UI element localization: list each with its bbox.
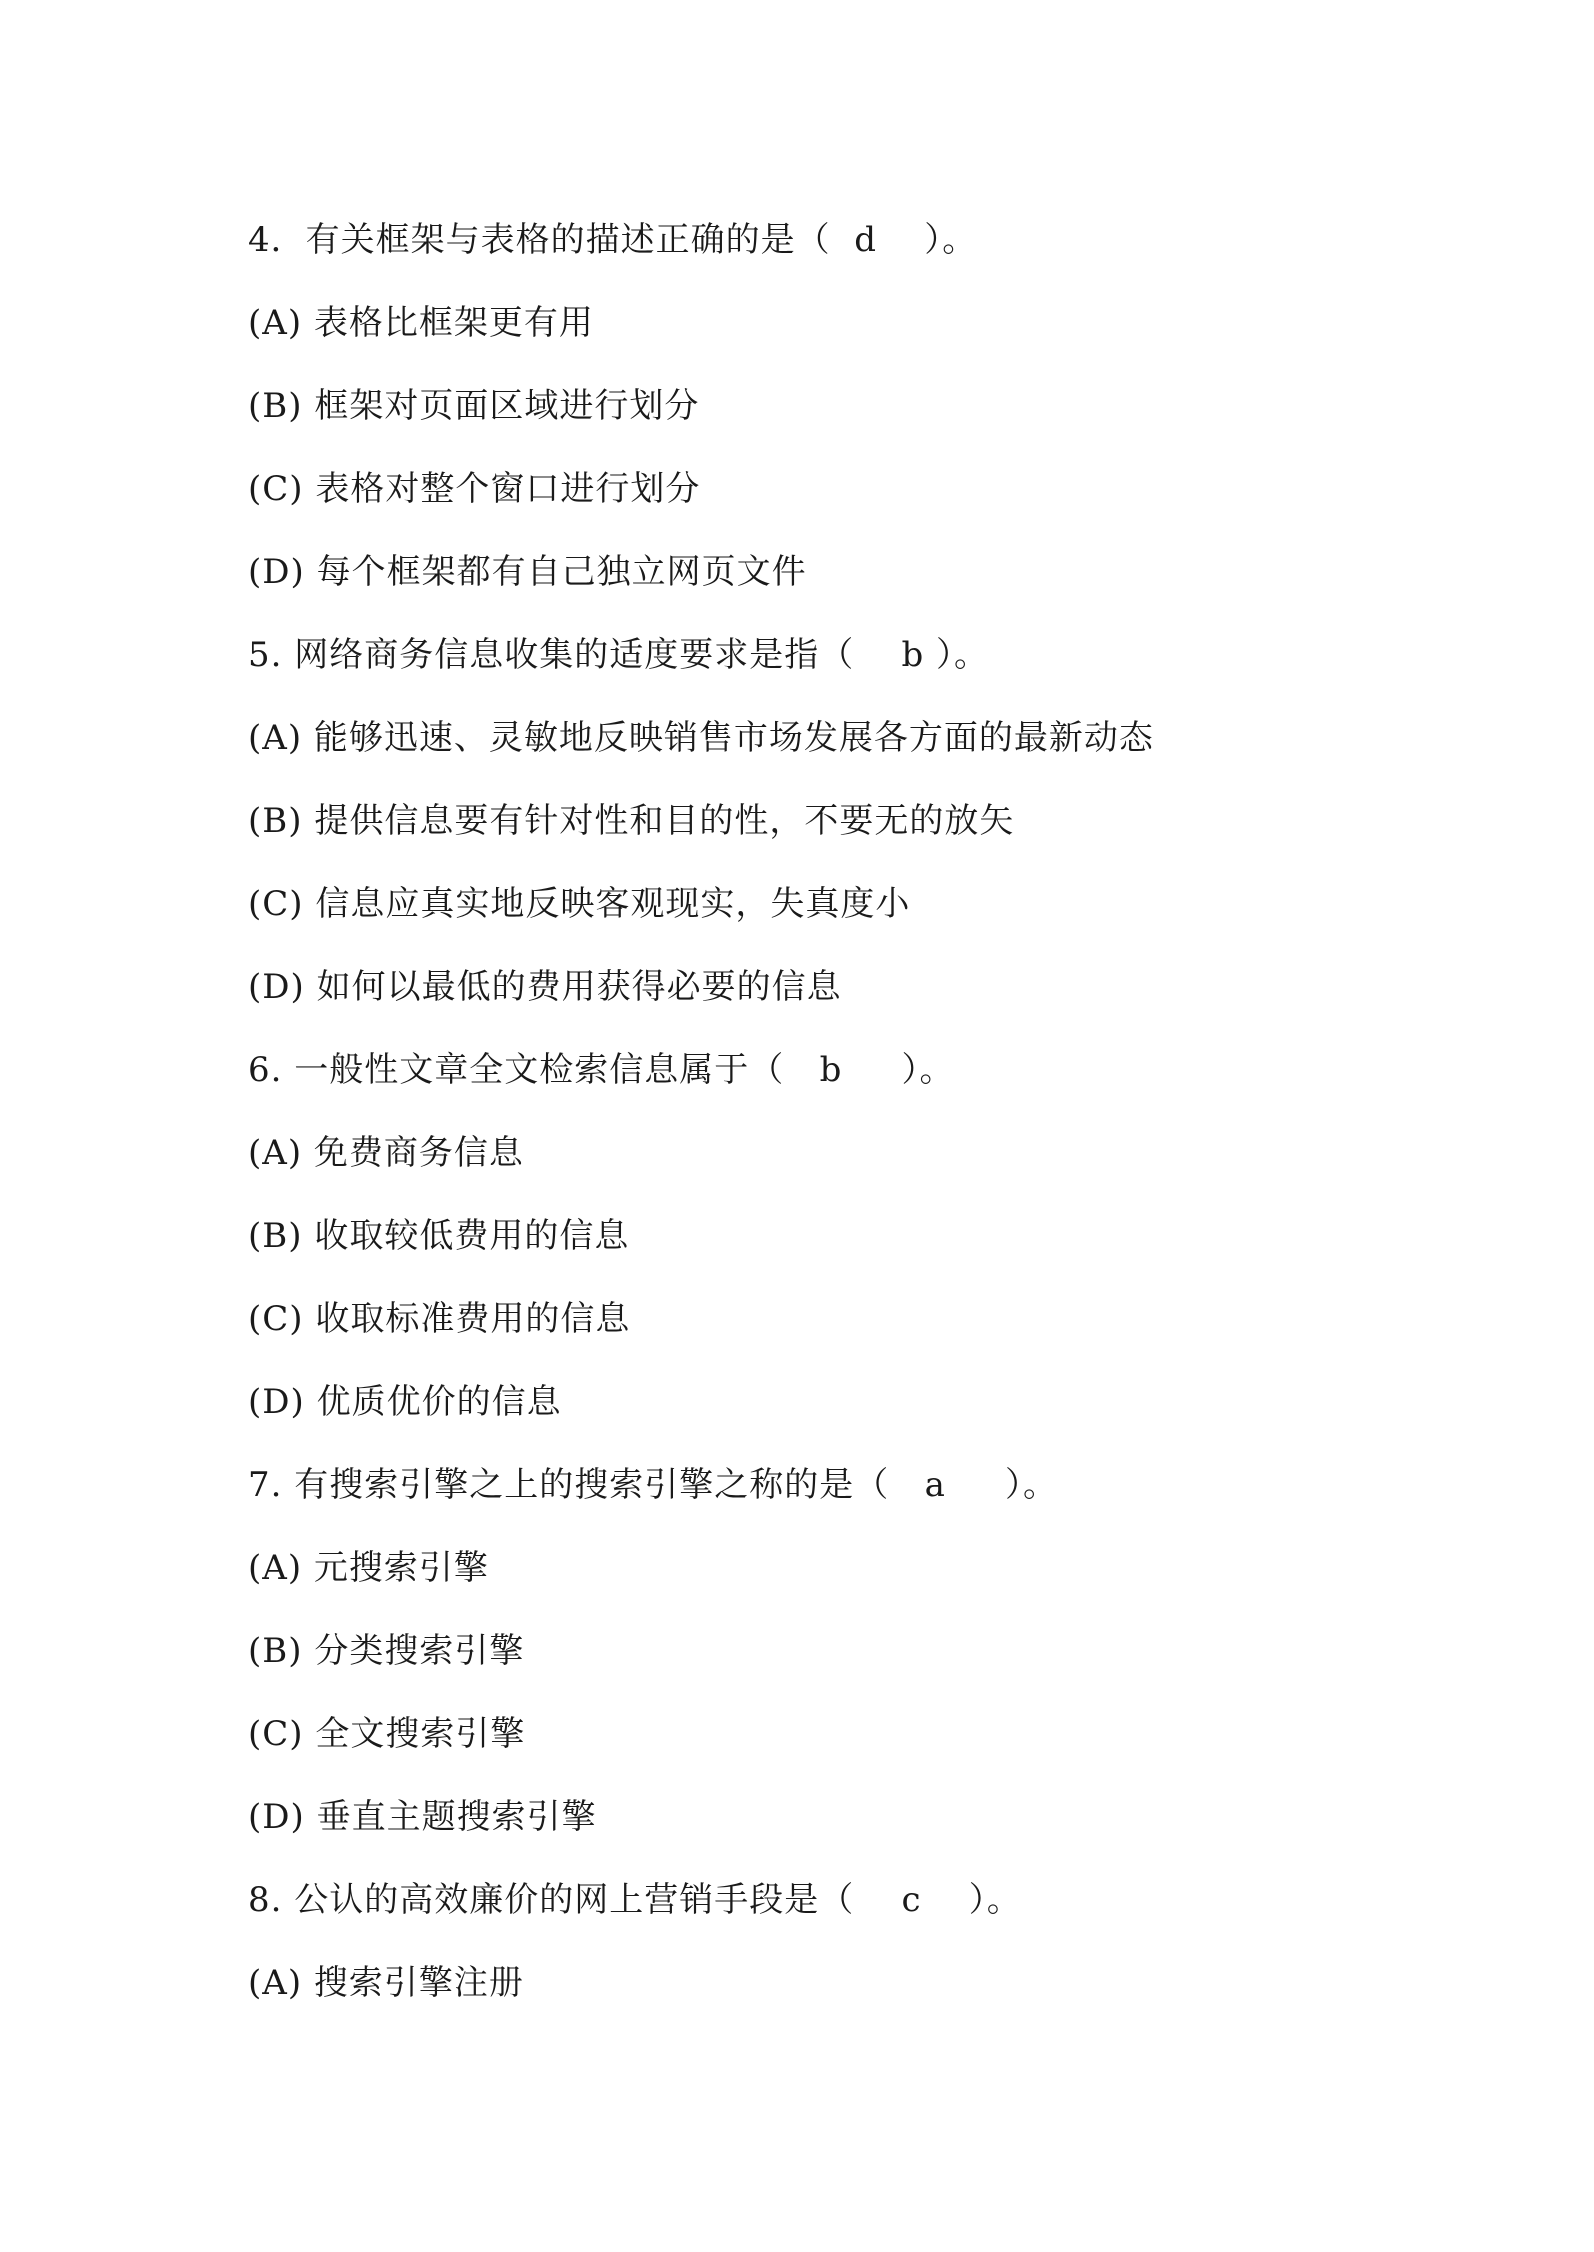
question-5-stem: 5. 网络商务信息收集的适度要求是指（ b ）。 (248, 635, 990, 675)
question-4-stem: 4．有关框架与表格的描述正确的是（ d ）。 (248, 220, 978, 260)
question-4-option-b: (B) 框架对页面区域进行划分 (248, 386, 700, 426)
question-7-stem: 7. 有搜索引擎之上的搜索引擎之称的是（ a ）。 (248, 1465, 1058, 1505)
question-5-option-b: (B) 提供信息要有针对性和目的性，不要无的放矢 (248, 801, 1015, 841)
question-7-option-d: (D) 垂直主题搜索引擎 (248, 1797, 597, 1837)
question-5-option-a: (A) 能够迅速、灵敏地反映销售市场发展各方面的最新动态 (248, 718, 1154, 758)
question-list (248, 210, 1498, 2036)
question-7-option-b: (B) 分类搜索引擎 (248, 1631, 525, 1671)
question-6-option-b: (B) 收取较低费用的信息 (248, 1216, 630, 1256)
question-6-option-c: (C) 收取标准费用的信息 (248, 1299, 631, 1339)
question-7-option-c: (C) 全文搜索引擎 (248, 1714, 526, 1754)
question-5-option-d: (D) 如何以最低的费用获得必要的信息 (248, 967, 842, 1007)
question-7-option-a: (A) 元搜索引擎 (248, 1548, 489, 1588)
question-5-option-c: (C) 信息应真实地反映客观现实，失真度小 (248, 884, 911, 924)
question-8-option-a: (A) 搜索引擎注册 (248, 1963, 524, 2003)
question-4-option-d: (D) 每个框架都有自己独立网页文件 (248, 552, 807, 592)
question-6-option-a: (A) 免费商务信息 (248, 1133, 524, 1173)
question-4-option-c: (C) 表格对整个窗口进行划分 (248, 469, 701, 509)
question-8-stem: 8. 公认的高效廉价的网上营销手段是（ c ）。 (248, 1880, 1022, 1920)
question-4-option-a: (A) 表格比框架更有用 (248, 303, 594, 343)
question-6-option-d: (D) 优质优价的信息 (248, 1382, 562, 1422)
question-6-stem: 6. 一般性文章全文检索信息属于（ b ）。 (248, 1050, 955, 1090)
